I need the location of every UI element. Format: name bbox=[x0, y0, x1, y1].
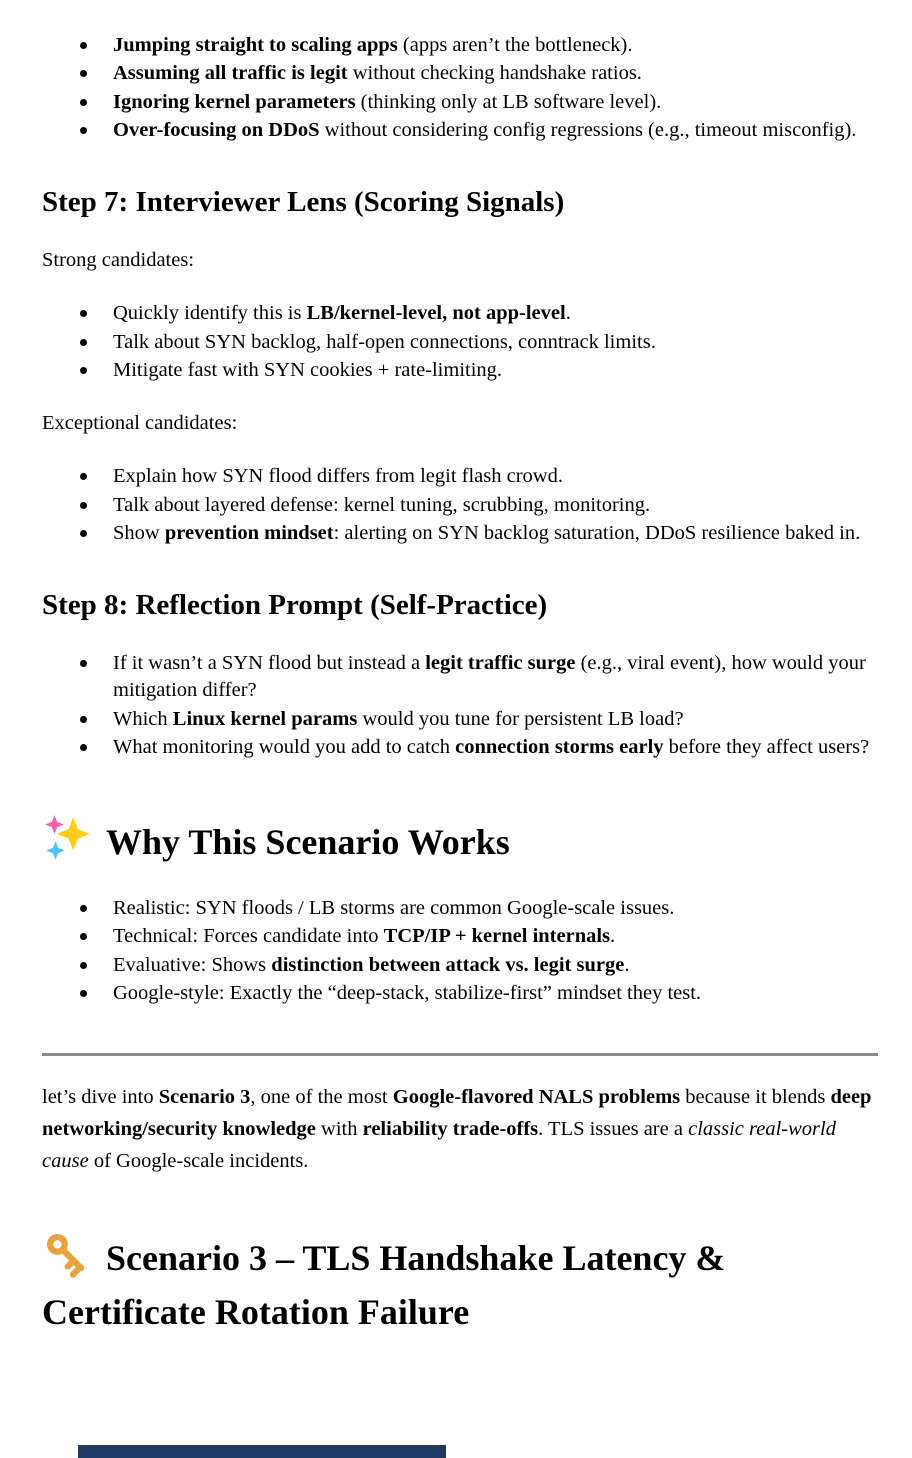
bullet-marker bbox=[80, 962, 87, 969]
text-segment: connection storms early bbox=[455, 735, 664, 758]
bullet-marker bbox=[80, 933, 87, 940]
section-heading: Step 8: Reflection Prompt (Self-Practice) bbox=[42, 589, 548, 621]
major-heading bbox=[42, 813, 878, 869]
bullet-item bbox=[42, 650, 878, 705]
bullet-marker bbox=[80, 744, 87, 751]
bullet-item bbox=[42, 463, 878, 490]
paragraph bbox=[42, 1082, 878, 1177]
bullet-marker bbox=[80, 339, 87, 346]
bullet-marker bbox=[80, 473, 87, 480]
bullet-marker bbox=[80, 530, 87, 537]
major-heading bbox=[42, 1229, 878, 1339]
text-segment: Realistic: SYN floods / LB storms are common Google-scale issues. bbox=[113, 897, 675, 919]
text-segment: Exceptional candidates: bbox=[42, 412, 238, 434]
paragraph bbox=[42, 247, 878, 274]
text-segment: If it wasn’t a SYN flood but instead a bbox=[113, 652, 426, 674]
text-segment: reliability trade-offs bbox=[362, 1117, 539, 1140]
bullet-marker bbox=[80, 127, 87, 134]
bullet-item bbox=[42, 895, 878, 922]
text-segment: would you tune for persistent LB load? bbox=[357, 707, 684, 730]
text-segment: Linux kernel params bbox=[172, 707, 358, 730]
text-segment: with bbox=[315, 1117, 363, 1140]
text-segment: What monitoring would you add to catch bbox=[113, 735, 456, 758]
bullet-item bbox=[42, 952, 878, 979]
text-segment: (thinking only at LB software level). bbox=[355, 90, 662, 113]
heading-text: Scenario 3 – TLS Handshake Latency & Certificate Rotation Failure bbox=[42, 1238, 726, 1333]
text-segment: (apps aren’t the bottleneck). bbox=[397, 34, 633, 56]
text-segment: Google-style: Exactly the “deep-stack, stabilize-first” mindset they test. bbox=[113, 981, 702, 1004]
bullet-item bbox=[42, 32, 878, 59]
text-segment: Quickly identify this is bbox=[113, 302, 307, 325]
bullet-list bbox=[42, 463, 878, 547]
bullet-item bbox=[42, 980, 878, 1007]
text-segment: Jumping straight to scaling apps bbox=[113, 34, 398, 56]
bullet-item bbox=[42, 117, 878, 144]
text-segment: Strong candidates: bbox=[42, 249, 195, 271]
text-segment: . bbox=[624, 953, 630, 976]
text-segment: Show bbox=[113, 521, 165, 544]
paragraph bbox=[42, 410, 878, 437]
heading-text: Why This Scenario Works bbox=[106, 822, 510, 862]
text-segment: prevention mindset bbox=[164, 521, 334, 544]
section-heading: Step 7: Interviewer Lens (Scoring Signals) bbox=[42, 186, 565, 218]
bullet-marker bbox=[80, 367, 87, 374]
text-segment: Google-flavored NALS problems bbox=[392, 1086, 681, 1108]
bullet-marker bbox=[80, 905, 87, 912]
bullet-list bbox=[42, 650, 878, 761]
text-segment: Explain how SYN flood differs from legit flash crowd. bbox=[113, 465, 563, 488]
bullet-item bbox=[42, 923, 878, 950]
text-segment: without checking handshake ratios. bbox=[347, 62, 642, 85]
horizontal-divider bbox=[42, 1053, 878, 1056]
bullet-list bbox=[42, 300, 878, 384]
bullet-marker bbox=[80, 660, 87, 667]
text-segment: (e.g., viral event), how would your mitigation differ? bbox=[113, 652, 866, 702]
bullet-marker bbox=[80, 716, 87, 723]
next-section-partial-bar bbox=[78, 1445, 446, 1458]
text-segment: . bbox=[610, 925, 616, 948]
bullet-item bbox=[42, 734, 878, 761]
text-segment: Over-focusing on DDoS bbox=[113, 118, 320, 141]
bullet-marker bbox=[80, 990, 87, 997]
text-segment: classic real-world cause bbox=[42, 1117, 836, 1172]
text-segment: Assuming all traffic is legit bbox=[113, 62, 348, 85]
bullet-item bbox=[42, 706, 878, 733]
bullet-marker bbox=[80, 502, 87, 509]
bullet-marker bbox=[80, 310, 87, 317]
text-segment: without considering config regressions (e.g., timeout misconfig). bbox=[319, 118, 857, 141]
bullet-marker bbox=[80, 70, 87, 77]
bullet-item bbox=[42, 520, 878, 547]
key-icon bbox=[42, 1229, 92, 1279]
bullet-item bbox=[42, 300, 878, 327]
text-segment: Evaluative: Shows bbox=[113, 953, 272, 976]
bullet-marker bbox=[80, 99, 87, 106]
text-segment: distinction between attack vs. legit surge bbox=[271, 953, 625, 976]
sparkles-icon bbox=[42, 813, 92, 863]
text-segment: Talk about layered defense: kernel tuning, scrubbing, monitoring. bbox=[113, 493, 651, 516]
text-segment: Talk about SYN backlog, half-open connections, conntrack limits. bbox=[113, 330, 656, 353]
text-segment: because it blends bbox=[680, 1086, 831, 1108]
bullet-item bbox=[42, 89, 878, 116]
bullet-item bbox=[42, 492, 878, 519]
bullet-item bbox=[42, 60, 878, 87]
text-segment: LB/kernel-level, not app-level bbox=[306, 302, 566, 325]
text-segment: . TLS issues are a bbox=[538, 1117, 689, 1140]
text-segment: Mitigate fast with SYN cookies + rate-limiting. bbox=[113, 358, 503, 381]
bullet-item bbox=[42, 329, 878, 356]
text-segment: , one of the most bbox=[250, 1086, 393, 1108]
bullet-marker bbox=[80, 42, 87, 49]
text-segment: of Google-scale incidents. bbox=[88, 1149, 309, 1172]
text-segment: . bbox=[565, 302, 571, 325]
text-segment: let’s dive into bbox=[42, 1086, 159, 1108]
bullet-item bbox=[42, 357, 878, 384]
text-segment: TCP/IP + kernel internals bbox=[383, 925, 611, 948]
text-segment: deep networking/security knowledge bbox=[42, 1086, 872, 1140]
text-segment: Scenario 3 bbox=[158, 1086, 251, 1108]
text-segment: Which bbox=[113, 707, 173, 730]
bullet-list bbox=[42, 895, 878, 1007]
bullet-list bbox=[42, 32, 878, 144]
text-segment: : alerting on SYN backlog saturation, DDoS resilience baked in. bbox=[333, 521, 861, 544]
text-segment: before they affect users? bbox=[663, 735, 870, 758]
text-segment: Technical: Forces candidate into bbox=[113, 925, 384, 948]
text-segment: Ignoring kernel parameters bbox=[113, 90, 356, 113]
text-segment: legit traffic surge bbox=[425, 652, 576, 674]
